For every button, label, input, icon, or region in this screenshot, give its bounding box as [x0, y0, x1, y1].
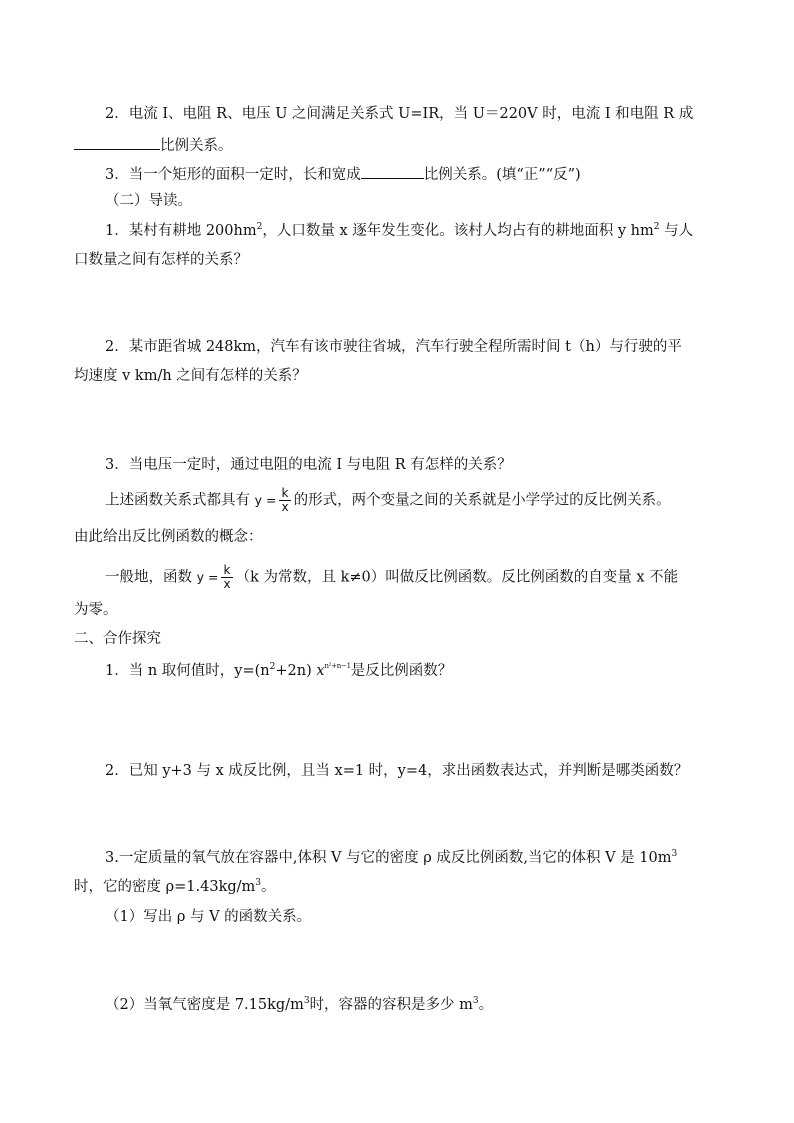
p2-text-line1: 2．已知 y+3 与 x 成反比例，且当 x=1 时，y=4，求出函数表达式，并判断是哪类函数？: [105, 763, 689, 779]
concept-fraction: [279, 487, 290, 514]
q3-line: [105, 162, 581, 185]
concept-y-eq-2: y =: [196, 569, 219, 585]
g1-text-b: ，人口数量 x 逐年发生变化。该村人均占有的耕地面积 y hm: [262, 223, 654, 239]
concept-text-line3b: （k 为常数，且 k≠0）叫做反比例函数。反比例函数的自变量 x 不能: [235, 569, 679, 586]
p3-sub2-sup-a: 3: [303, 996, 310, 1006]
g1-sup-a: 2: [256, 222, 263, 232]
concept-text-line3a: 一般地，函数: [105, 569, 192, 586]
concept-fraction-2: [221, 564, 232, 591]
g1-text-c: 与人: [659, 223, 694, 239]
p1-x: x: [316, 663, 325, 679]
g1-line2: [74, 250, 248, 270]
p3-sub2-text-a: （2）当氧气密度是 7.15kg/m: [105, 997, 304, 1013]
p3-sup-2: 3: [255, 878, 262, 888]
q2-text: 2．电流 I、电阻 R、电压 U 之间满足关系式 U=IR，当 U＝220V 时，电流 I 和电阻 R 成: [105, 106, 694, 122]
p3-sub1: [105, 907, 311, 927]
concept-line1: [105, 487, 671, 514]
concept-frac-den: x: [281, 500, 289, 514]
p3-sub2-text-b: 时，容器的容积是多少 m: [309, 997, 473, 1013]
q2-suffix: 比例关系。: [160, 138, 233, 154]
q2-line2: [74, 133, 233, 156]
q2-answer-blank[interactable]: [74, 133, 160, 150]
concept-text-line4: 为零。: [74, 602, 118, 618]
q3-prefix: 3．当一个矩形的面积一定时，长和宽成: [105, 167, 361, 183]
guide-heading-text: （二）导读。: [105, 193, 192, 209]
p3-sub2-text-c: 。: [478, 997, 494, 1013]
q2-line1: [105, 104, 693, 124]
p1-text-a: 1．当 n 取何值时，y=(n: [105, 663, 270, 679]
concept-line3: [105, 564, 678, 591]
concept-text-a: 上述函数关系式都具有: [105, 492, 250, 509]
concept-line2: [74, 527, 263, 547]
g2-line1: [105, 337, 682, 357]
g1-text-a: 1．某村有耕地 200hm: [105, 223, 257, 239]
p1-text-b: +2n): [275, 663, 312, 679]
p3-text-line2a: 时，它的密度 ρ=1.43kg/m: [74, 879, 256, 895]
concept-text-b: 的形式，两个变量之间的关系就是小学学过的反比例关系。: [293, 492, 671, 509]
p3-sub2: [105, 995, 493, 1015]
section2-heading: [74, 629, 161, 649]
p3-sup-1: 3: [671, 849, 678, 859]
p3-text-line2b: 。: [261, 879, 276, 895]
p1-text-c: 是反比例函数？: [350, 663, 453, 679]
p2-line1: [105, 761, 688, 781]
q3-answer-blank[interactable]: [361, 162, 424, 179]
g1-line1: [105, 221, 693, 241]
concept-frac-den-2: x: [223, 577, 231, 591]
p1-sup-square: 2: [269, 662, 276, 672]
concept-line4: [74, 600, 118, 620]
p1-exponent: n²+n−1: [324, 662, 351, 670]
section2-heading-text: 二、合作探究: [74, 631, 161, 647]
p1-line: [105, 661, 452, 681]
g2-text-line1: 2．某市距省城 248km，汽车有该市驶往省城，汽车行驶全程所需时间 t（h）与行驶的平: [105, 339, 682, 355]
p3-line1: [105, 848, 677, 868]
concept-text-line2: 由此给出反比例函数的概念：: [74, 529, 263, 545]
concept-frac-num-2: k: [221, 564, 232, 578]
g2-line2: [74, 366, 307, 386]
g2-text-line2: 均速度 v km/h 之间有怎样的关系？: [74, 368, 307, 384]
p3-text-line1: 3.一定质量的氧气放在容器中,体积 V 与它的密度 ρ 成反比例函数,当它的体积 V 是 10m: [105, 850, 672, 866]
concept-y-eq: y =: [254, 492, 277, 508]
concept-frac-num: k: [279, 487, 290, 501]
p3-sub1-text: （1）写出 ρ 与 V 的函数关系。: [105, 909, 312, 925]
g3-text-line1: 3．当电压一定时，通过电阻的电流 I 与电阻 R 有怎样的关系？: [105, 457, 512, 473]
p3-line2: [74, 877, 276, 897]
guide-heading: [105, 191, 192, 211]
g1-sup-b: 2: [653, 222, 660, 232]
g3-line1: [105, 455, 512, 475]
g1-text-line2: 口数量之间有怎样的关系？: [74, 252, 248, 268]
q3-suffix: 比例关系。(填“正”“反”): [423, 167, 581, 183]
p3-sub2-sup-b: 3: [472, 996, 479, 1006]
